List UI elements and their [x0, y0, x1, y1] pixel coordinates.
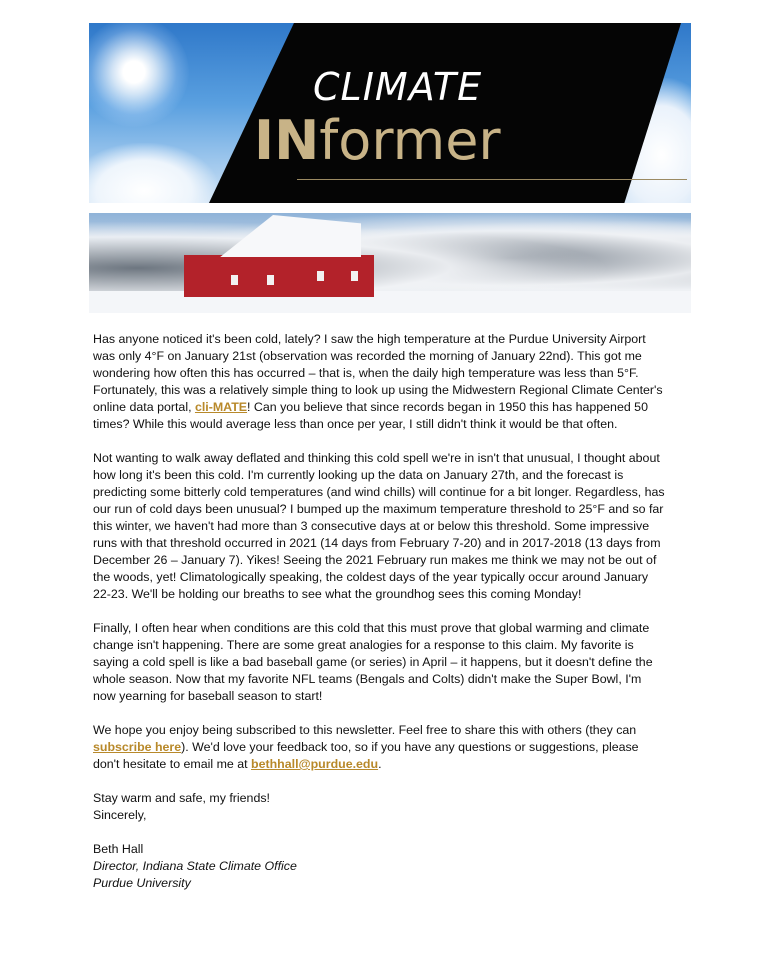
banner-title-rest: former: [319, 109, 501, 172]
banner-title-bold: IN: [254, 109, 320, 172]
paragraph-2: Not wanting to walk away deflated and thinking this cold spell we're in isn't that unusual, I thought about how long it's been this cold. I'm currently looking up the data on January 27th, and the forecast is predicting some bitterly cold temperatures (and wind chills) will continue for a bit longer. Regardless, has our run of cold days been unusual? I bumped up the maximum temperature threshold to 25°F and so far this winter, we haven't had more than 3 consecutive days at or below this threshold. Some impressive runs with that threshold occurred in 2021 (14 days from February 7-20) and in 2017-2018 (13 days from December 26 – January 7). Yikes! Seeing the 2021 February run makes me think we may not be out of the woods, yet! Climatologically speaking, the coldest days of the year typically occur around January 22-23. We'll be holding our breaths to see what the groundhog sees this coming Monday!: [93, 451, 665, 601]
signature-sincerely: Sincerely,: [93, 808, 147, 822]
newsletter-body: [93, 331, 665, 892]
cli-mate-link[interactable]: cli-MATE: [194, 400, 248, 414]
email-link[interactable]: bethhall@purdue.edu: [251, 757, 379, 771]
barn-window: [351, 271, 358, 281]
banner-title-climate: CLIMATE: [313, 65, 483, 109]
snow-ground: [89, 291, 691, 313]
paragraph-1-text-end: ! Can you believe that since records began in 1950 this has happened 50 times? While this would average less than once per year, I still didn't think it would be that often.: [93, 400, 648, 431]
signature-block: [93, 790, 665, 892]
signature-closing: Stay warm and safe, my friends!: [93, 791, 270, 805]
paragraph-4-text-mid: ). We'd love your feedback too, so if you have any questions or suggestions, please don't hesitate to email me at: [93, 740, 639, 771]
sun-icon: [89, 23, 189, 127]
barn-window: [267, 275, 274, 285]
subscribe-link[interactable]: subscribe here: [93, 740, 182, 754]
barn-window: [317, 271, 324, 281]
signature-org: Purdue University: [93, 876, 191, 890]
banner-rule: [297, 179, 687, 180]
newsletter-banner: [89, 23, 691, 203]
barn-window: [231, 275, 238, 285]
paragraph-1-text: Has anyone noticed it's been cold, lately? I saw the high temperature at the Purdue University Airport was only 4°F on January 21st (observation was recorded the morning of January 22nd). This got me wondering how often this has occurred – that is, when the daily high temperature was less than 5°F. Fortunately, this was a relatively simple thing to look up using the Midwestern Regional Climate Center's online data portal,: [93, 332, 663, 414]
paragraph-4-text: We hope you enjoy being subscribed to this newsletter. Feel free to share this with others (they can: [93, 723, 637, 737]
cloud-icon: [89, 143, 219, 203]
red-barn: [184, 255, 374, 297]
banner-title-informer: [254, 109, 501, 172]
paragraph-3: Finally, I often hear when conditions are this cold that this must prove that global warming and climate change isn't happening. There are some great analogies for a response to this claim. My favorite is saying a cold spell is like a bad baseball game (or series) in April – it happens, but it doesn't define the whole season. Now that my favorite NFL teams (Bengals and Colts) didn't make the Super Bowl, I'm now yearning for baseball season to start!: [93, 621, 653, 703]
paragraph-4: [93, 722, 665, 773]
signature-title: Director, Indiana State Climate Office: [93, 859, 297, 873]
winter-barn-image: [89, 213, 691, 313]
paragraph-4-text-end: .: [378, 757, 382, 771]
signature-name: Beth Hall: [93, 842, 144, 856]
paragraph-1: [93, 331, 665, 433]
